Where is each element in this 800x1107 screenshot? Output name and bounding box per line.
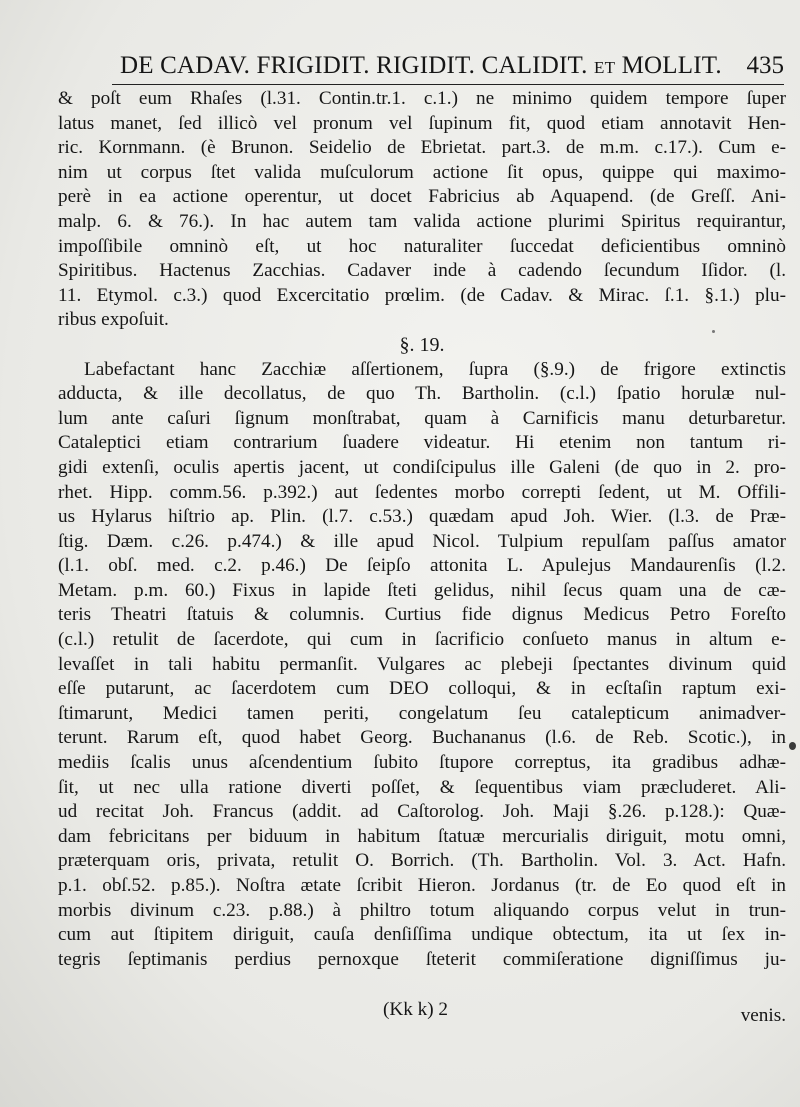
text-line: tegris ſeptimanis perdius pernoxque ſteterit commiſeratione digniſſimus ju- — [58, 948, 786, 970]
body-text — [58, 87, 786, 972]
running-head-main: DE CADAV. FRIGIDIT. RIGIDIT. CALIDIT. — [120, 52, 588, 79]
page-header — [112, 50, 784, 85]
text-line: Spiritibus. Hactenus Zacchias. Cadaver inde à cadendo ſecundum Iſidor. (l. — [58, 260, 786, 282]
text-line: Metam. p.m. 60.) Fixus in lapide ſteti gelidus, nihil ſecus quam una de cæ- — [58, 579, 786, 601]
section-heading: §. 19. — [399, 333, 445, 356]
text-line: ric. Kornmann. (è Brunon. Seidelio de Ebrietat. part.3. de m.m. c.17.). Cum e- — [58, 137, 786, 159]
running-head-et: ET — [594, 58, 616, 77]
text-line: perè in ea actione operentur, ut docet Fabricius ab Aquapend. (de Greſſ. Ani- — [58, 186, 786, 208]
text-line: 11. Etymol. c.3.) quod Excercitatio prœlim. (de Cadav. & Mirac. ſ.1. §.1.) plu- — [58, 284, 786, 306]
text-line: Labefactant hanc Zacchiæ aſſertionem, ſupra (§.9.) de frigore extinctis — [84, 358, 786, 380]
text-line: levaſſet in tali habitu permanſit. Vulgares ac plebeji ſpectantes divinum quid — [58, 653, 786, 675]
text-line: gidi extenſi, oculis apertis jacent, ut condiſcipulus ille Galeni (de quo in 2. pro- — [58, 456, 786, 478]
page-number: 435 — [746, 52, 784, 79]
text-line: terunt. Rarum eſt, quod habet Georg. Buchananus (l.6. de Reb. Scotic.), in — [58, 727, 786, 749]
text-line: (l.1. obſ. med. c.2. p.46.) De ſeipſo attonita L. Apulejus Mandaurenſis (l.2. — [58, 555, 786, 577]
text-line: eſſe putarunt, ac ſacerdotem cum DEO colloqui, & in ecſtaſin raptum exi- — [58, 678, 786, 700]
text-line: us Hylarus hiſtrio ap. Plin. (l.7. c.53.) quædam apud Joh. Wier. (l.3. de Præ- — [58, 506, 786, 528]
text-line: malp. 6. & 76.). In hac autem tam valida actione plurimi Spiritus requirantur, — [58, 210, 786, 232]
text-line: dam febricitans per biduum in habitum ſtatuæ mercurialis diriguit, motu omni, — [58, 825, 786, 847]
text-line: rhet. Hipp. comm.56. p.392.) aut ſedentes morbo correpti ſedent, ut M. Offili- — [58, 481, 786, 503]
text-line: ſit, ut nec ulla ratione diverti poſſet, & ſequentibus viam præcluderet. Ali- — [58, 776, 786, 798]
text-line: morbis divinum c.23. p.88.) à philtro totum aliquando corpus velut in trun- — [58, 899, 786, 921]
running-head-end: MOLLIT. — [621, 52, 722, 79]
text-line: ſtig. Dæm. c.26. p.474.) & ille apud Nicol. Tulpium repulſam paſſus amator — [58, 530, 786, 552]
ink-speck — [789, 742, 796, 750]
catchword: venis. — [740, 1005, 786, 1026]
running-head — [120, 52, 722, 80]
text-line: (c.l.) retulit de ſacerdote, qui cum in ſacrificio conſueto manus in altum e- — [58, 629, 786, 651]
text-line: ud recitat Joh. Francus (addit. ad Caſtorolog. Joh. Maji §.26. p.128.): Quæ- — [58, 801, 786, 823]
text-line: teris Theatri ſtatuis & columnis. Curtius fide dignus Medicus Petro Foreſto — [58, 604, 786, 626]
text-line: latus manet, ſed illicò vel pronum vel ſupinum fit, quod etiam annotavit Hen- — [58, 112, 786, 134]
text-line: impoſſibile omninò eſt, ut hoc naturaliter ſuccedat deficientibus omninò — [58, 235, 786, 257]
text-line: adducta, & ille decollatus, de quo Th. Bartholin. (c.l.) ſpatio horulæ nul- — [58, 383, 786, 405]
text-line: lum ante caſuri ſignum monſtrabat, quam à Carnificis manu deturbaretur. — [58, 407, 786, 429]
page-footer — [58, 999, 786, 1029]
text-line: ſtimarunt, Medici tamen periti, congelatum ſeu catalepticum animadver- — [58, 702, 786, 724]
text-line: Cataleptici etiam contrarium ſuadere videatur. Hi etenim non tantum ri- — [58, 432, 786, 454]
text-line: p.1. obſ.52. p.85.). Noſtra ætate ſcribit Hieron. Jordanus (tr. de Eo quod eſt in — [58, 875, 786, 896]
text-line: & poſt eum Rhaſes (l.31. Contin.tr.1. c.1.) ne minimo quidem tempore ſuper — [58, 88, 786, 109]
ink-speck — [712, 330, 715, 333]
text-line: cum aut ſtipitem diriguit, cauſa denſiſſima undique obtectum, ita ut ſex in- — [58, 924, 786, 946]
signature-mark: (Kk k) 2 — [383, 999, 449, 1020]
text-line: nim ut corpus ſtet valida muſculorum actione ſit opus, quippe qui maximo- — [58, 161, 786, 183]
text-line: præterquam oris, privata, retulit O. Borrich. (Th. Bartholin. Vol. 3. Act. Hafn. — [58, 850, 786, 872]
text-line: ribus expoſuit. — [58, 309, 169, 331]
text-line: mediis ſcalis unus aſcendentium ſubito ſtupore correptus, ita gradibus adhæ- — [58, 752, 786, 774]
